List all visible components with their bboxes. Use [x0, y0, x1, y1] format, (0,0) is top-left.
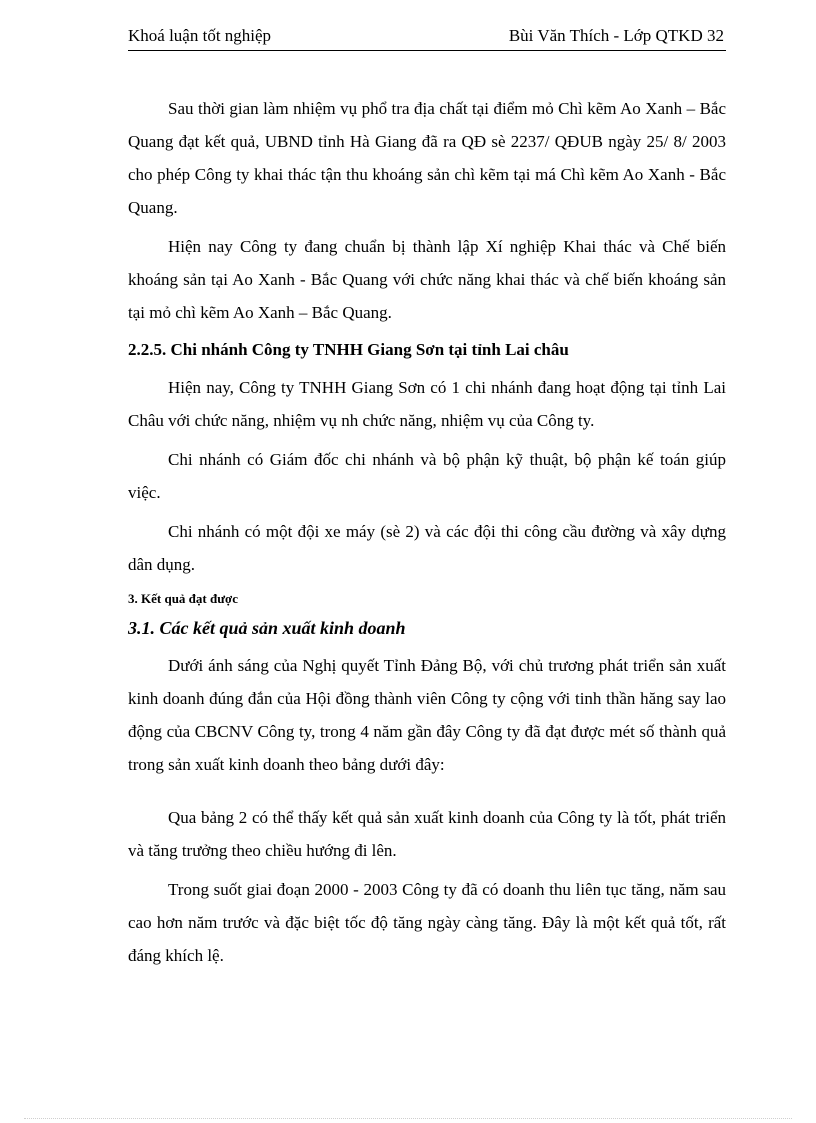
paragraph-branch-teams: Chi nhánh có một đội xe máy (sè 2) và các đội thi công cầu đường và xây dựng dân dụng.: [128, 522, 726, 574]
header-thesis-title: Khoá luận tốt nghiệp: [128, 26, 272, 45]
heading-2-2-5: 2.2.5. Chi nhánh Công ty TNHH Giang Sơn tại tỉnh Lai châu: [128, 340, 569, 359]
heading-3-1: 3.1. Các kết quả sản xuất kinh doanh: [128, 618, 406, 638]
header-author: Bùi Văn Thích - Lớp QTKD 32: [508, 26, 724, 45]
heading-3: 3. Kết quả đạt được: [128, 591, 238, 606]
page-bottom-border: [24, 1118, 792, 1119]
table-gap: [128, 787, 726, 801]
paragraph-branch-intro: Hiện nay, Công ty TNHH Giang Sơn có 1 chi nhánh đang hoạt động tại tỉnh Lai Châu với chức năng, nhiệm vụ nh chức năng, nhiệm vụ của Công ty.: [128, 378, 726, 430]
paragraph-revenue-growth: Trong suốt giai đoạn 2000 - 2003 Công ty đã có doanh thu liên tục tăng, năm sau cao hơn năm trước và đặc biệt tốc độ tăng ngày càng tăng. Đây là một kết quả tốt, rất đáng khích lệ.: [128, 880, 726, 965]
page-header: [128, 24, 726, 51]
paragraph-achievements: Dưới ánh sáng của Nghị quyết Tỉnh Đảng Bộ, với chủ trương phát triển sản xuất kinh doanh đúng đắn của Hội đồng thành viên Công ty cộng với tinh thần hăng say lao động của CBCNV Công ty, trong 4 năm gần đây Công ty đã đạt được mét số thành quả trong sản xuất kinh doanh theo bảng dưới đây:: [128, 656, 726, 774]
paragraph-enterprise-plan: Hiện nay Công ty đang chuẩn bị thành lập Xí nghiệp Khai thác và Chế biến khoáng sản tại Ao Xanh - Bắc Quang với chức năng khai thác và chế biến khoáng sản tại mỏ chì kẽm Ao Xanh – Bắc Quang.: [128, 237, 726, 322]
paragraph-table-2-summary: Qua bảng 2 có thể thấy kết quả sản xuất kinh doanh của Công ty là tốt, phát triển và tăng trưởng theo chiều hướng đi lên.: [128, 808, 726, 860]
paragraph-license-decision: Sau thời gian làm nhiệm vụ phổ tra địa chất tại điểm mỏ Chì kẽm Ao Xanh – Bắc Quang đạt kết quả, UBND tỉnh Hà Giang đã ra QĐ sè 2237/ QĐUB ngày 25/ 8/ 2003 cho phép Công ty khai thác tận thu khoáng sản chì kẽm tại má Chì kẽm Ao Xanh - Bắc Quang.: [128, 99, 726, 217]
paragraph-branch-staff: Chi nhánh có Giám đốc chi nhánh và bộ phận kỹ thuật, bộ phận kế toán giúp việc.: [128, 450, 726, 502]
document-body: [128, 92, 726, 978]
